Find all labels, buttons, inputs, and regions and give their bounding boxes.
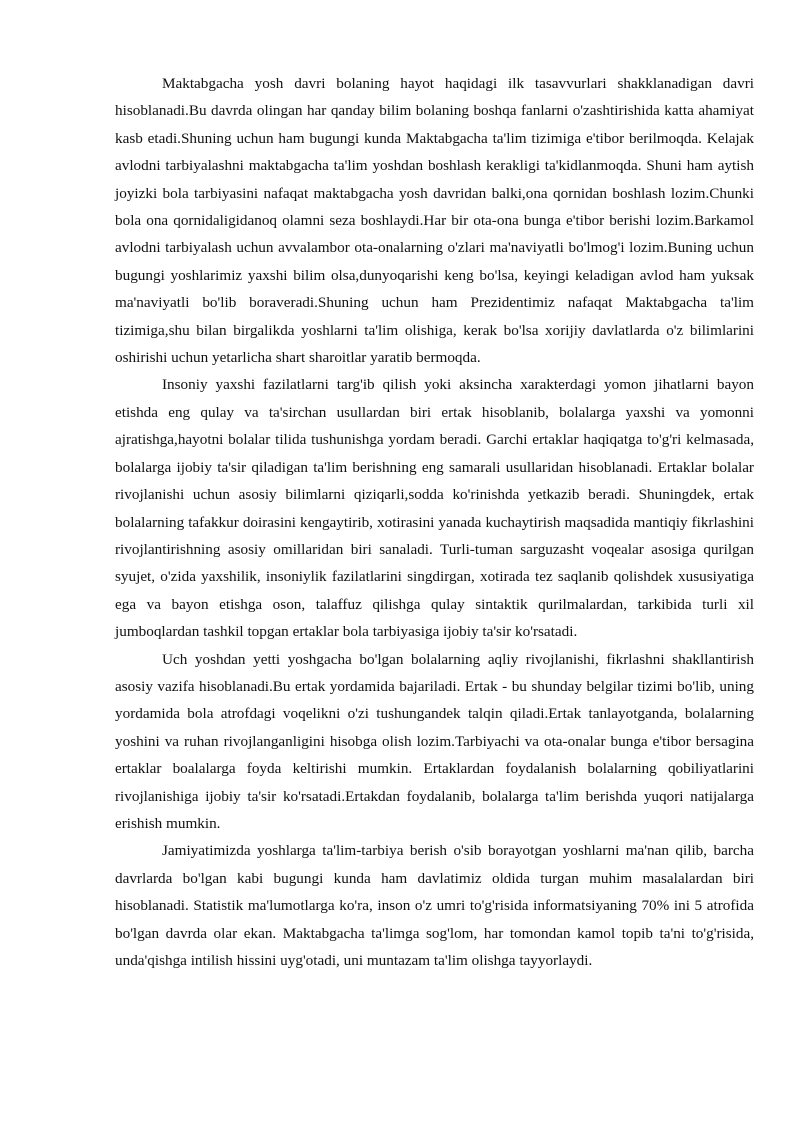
paragraph-2: Insoniy yaxshi fazilatlarni targ'ib qilish yoki aksincha xarakterdagi yomon jihatlarni bayon etishda eng qulay va ta'sirchan usullardan biri ertak hisoblanib, bolalarga yaxshi va yomonni ajratishga,hayotni bolalar tilida tushunishga yordam beradi. Garchi ertaklar haqiqatga to'g'ri kelmasada, bolalarga ijobiy ta'sir qiladigan ta'lim berishning eng samarali usullaridan hisoblanadi. Ertaklar bolalar rivojlanishi uchun asosiy bilimlarni qiziqarli,sodda ko'rinishda yetkazib beradi. Shuningdek, ertak bolalarning tafakkur doirasini kengaytirib, xotirasini yanada kuchaytirish maqsadida mantiqiy fikrlashini rivojlantirishning asosiy omillaridan biri sanaladi. Turli-tuman sarguzasht voqealar asosiga qurilgan syujet, o'zida yaxshilik, insoniylik fazilatlarini singdirgan, xotirada tez saqlanib qolishdek xususiyatiga ega va bayon etishga oson, talaffuz qilishga qulay sintaktik qurilmalardan, tarkibida turli xil jumboqlardan tashkil topgan ertaklar bola tarbiyasiga ijobiy ta'sir ko'rsatadi. bbox=[115, 376, 754, 641]
paragraph-3: Uch yoshdan yetti yoshgacha bo'lgan bolalarning aqliy rivojlanishi, fikrlashni shakllantirish asosiy vazifa hisoblanadi.Bu ertak yordamida bajariladi. Ertak - bu shunday belgilar tizimi bo'lib, uning yordamida bola atrofdagi voqelikni o'zi tushungandek talqin qiladi.Ertak tanlayotganda, bolalarning yoshini va ruhan rivojlanganligini hisobga olish lozim.Tarbiyachi va ota-onalar bunga e'tibor bersagina ertaklar boalalarga foyda keltirishi mumkin. Ertaklardan foydalanish bolalarning qobiliyatlarini rivojlanishiga ijobiy ta'sir ko'rsatadi.Ertakdan foydalanib, bolalarga ta'lim berishda yuqori natijalarga erishish mumkin. bbox=[115, 650, 754, 832]
paragraph-1: Maktabgacha yosh davri bolaning hayot haqidagi ilk tasavvurlari shakklanadigan davri hisoblanadi.Bu davrda olingan har qanday bilim bolaning boshqa fanlarni o'zashtirishida katta ahamiyat kasb etadi.Shuning uchun ham bugungi kunda Maktabgacha ta'lim tizimiga e'tibor berilmoqda. Kelajak avlodni tarbiyalashni maktabgacha ta'lim yoshdan boshlash kerakligi ta'kidlanmoqda. Shuni ham aytish joyizki bola tarbiyasini nafaqat maktabgacha yosh davridan balki,ona qornidan boshlash lozim.Chunki bola ona qornidaligidanoq olamni seza boshlaydi.Har bir ota-ona bunga e'tibor berishi lozim.Barkamol avlodni tarbiyalash uchun avvalambor ota-onalarning o'zlari ma'naviyatli bo'lmog'i lozim.Buning uchun bugungi yoshlarimiz yaxshi bilim olsa,dunyoqarishi keng bo'lsa, keyingi keladigan avlod ham yuksak ma'naviyatli bo'lib boraveradi.Shuning uchun ham Prezidentimiz nafaqat Maktabgacha ta'lim tizimiga,shu bilan birgalikda yoshlarni ta'lim olishiga, kerak bo'lsa xorijiy davlatlarda o'z bilimlarini oshirishi uchun yetarlicha shart sharoitlar yaratib bermoqda. bbox=[115, 75, 754, 367]
paragraph-4: Jamiyatimizda yoshlarga ta'lim-tarbiya berish o'sib borayotgan yoshlarni ma'nan qilib, barcha davrlarda bo'lgan kabi bugungi kunda ham davlatimiz oldida turgan muhim masalalardan biri hisoblanadi. Statistik ma'lumotlarga ko'ra, inson o'z umri to'g'risida informatsiyaning 70% ini 5 atrofida bo'lgan davrda olar ekan. Maktabgacha ta'limga sog'lom, har tomondan kamol topib ta'ni to'g'risida, unda'qishga intilish hissini uyg'otadi, uni muntazam ta'lim olishga tayyorlaydi. bbox=[115, 842, 754, 969]
document-page bbox=[115, 70, 754, 974]
